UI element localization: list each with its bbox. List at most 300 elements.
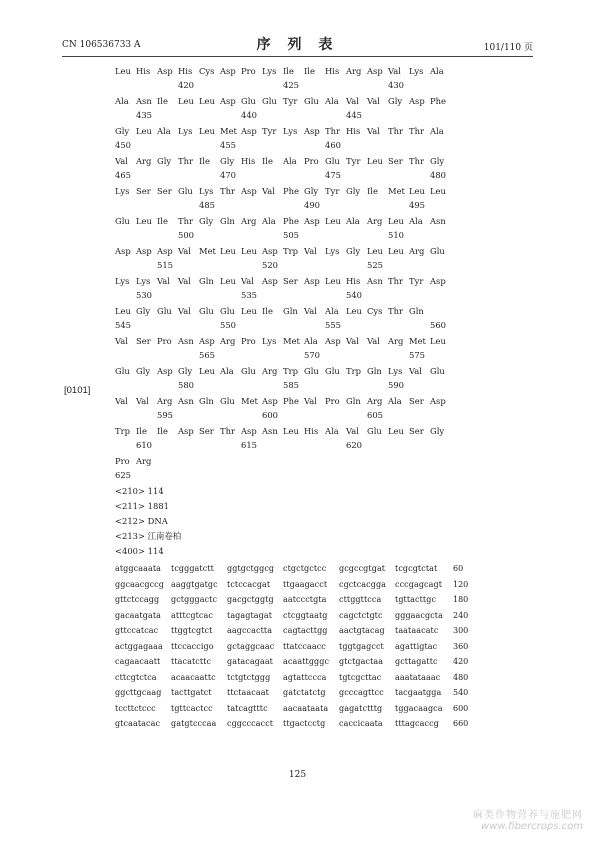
residue-position: [199, 318, 220, 332]
residue: Ile: [304, 66, 315, 76]
residue-position: [283, 348, 304, 362]
residue-position: [157, 438, 178, 452]
dna-chunk: gatgtcccaa: [171, 719, 217, 728]
residue-position: 450: [115, 140, 131, 150]
dna-chunk: aaggtgatgc: [171, 579, 218, 589]
residue-position: [283, 198, 304, 212]
residue-line: [115, 94, 535, 108]
residue-position: [304, 228, 325, 242]
amino-acid-sequence: [115, 64, 535, 484]
dna-line: [115, 577, 535, 593]
residue-position: 485: [199, 200, 215, 210]
dna-chunk: caccicaata: [339, 719, 383, 728]
sequence-row: [115, 154, 535, 184]
position-line: [115, 438, 535, 452]
dna-chunk: tctgtctggg: [227, 672, 271, 682]
residue-position: [262, 468, 283, 482]
residue: Gly: [304, 186, 319, 196]
residue: His: [346, 276, 361, 286]
residue-position: 555: [325, 320, 341, 330]
residue: Val: [388, 66, 401, 76]
residue-position: [346, 318, 367, 332]
residue: Arg: [136, 456, 152, 466]
residue: Arg: [262, 366, 278, 376]
sequence-row: [115, 244, 535, 274]
residue: Trp: [346, 366, 361, 376]
dna-chunk: tccttctccc: [115, 703, 156, 713]
residue: Arg: [220, 336, 236, 346]
residue-position: [367, 168, 388, 182]
sequence-listing: [115, 64, 535, 732]
dna-line: [115, 716, 535, 732]
residue: Leu: [199, 96, 215, 106]
residue-position: [430, 468, 451, 482]
residue-position: [304, 288, 325, 302]
residue-position: 585: [283, 380, 299, 390]
residue: Val: [367, 96, 380, 106]
dna-chunk: gatctatctg: [283, 688, 326, 697]
residue: Lys: [115, 186, 130, 196]
residue: Asp: [262, 396, 278, 406]
residue-position: [346, 138, 367, 152]
residue-position: [262, 288, 283, 302]
residue: Arg: [409, 246, 425, 256]
residue: Tyr: [409, 276, 424, 286]
dna-chunk: gacaatgata: [115, 610, 161, 620]
dna-chunk: gtctgactaa: [339, 657, 384, 666]
dna-chunk: tgttcactcc: [171, 703, 213, 713]
residue-position: [157, 288, 178, 302]
residue-position: [367, 348, 388, 362]
residue: Gln: [367, 366, 382, 376]
residue: Ala: [430, 126, 444, 136]
residue-position: [136, 228, 157, 242]
residue: Lys: [283, 126, 298, 136]
residue: Lys: [136, 276, 151, 286]
residue: Lys: [178, 126, 193, 136]
residue: Pro: [241, 66, 256, 76]
dna-chunk: aacaataata: [283, 703, 329, 713]
residue-position: [367, 78, 388, 92]
residue-position: [157, 468, 178, 482]
residue: Glu: [304, 96, 319, 106]
residue: [241, 454, 262, 468]
residue-position: [304, 438, 325, 452]
residue-position: [178, 198, 199, 212]
residue-position: 435: [136, 110, 152, 120]
residue: Asp: [325, 336, 341, 346]
residue: Thr: [220, 426, 235, 436]
residue: Asp: [304, 126, 320, 136]
residue-position: [220, 258, 241, 272]
residue: Leu: [241, 246, 257, 256]
residue: Asn: [262, 426, 278, 436]
dna-line: [115, 592, 535, 608]
residue-position: [283, 318, 304, 332]
residue-position: [178, 468, 199, 482]
residue: Asn: [430, 216, 446, 226]
residue-position: [178, 108, 199, 122]
residue-position: [325, 348, 346, 362]
residue: Val: [178, 306, 191, 316]
residue-position: [346, 258, 367, 272]
dna-chunk: gggaacgcta: [395, 610, 443, 620]
residue: Ile: [262, 306, 273, 316]
residue-position: 495: [409, 200, 425, 210]
residue: Arg: [346, 66, 362, 76]
residue-position: [241, 318, 262, 332]
residue-position: [262, 198, 283, 212]
residue-position: 505: [283, 230, 299, 240]
residue: Ala: [262, 216, 276, 226]
sequence-info-line: <400> 114: [115, 546, 164, 556]
residue: Gly: [136, 366, 151, 376]
residue-position: [367, 198, 388, 212]
residue-position: [220, 228, 241, 242]
residue-position: [304, 258, 325, 272]
residue-position: 580: [178, 380, 194, 390]
residue-position: [199, 468, 220, 482]
residue: Leu: [409, 186, 425, 196]
residue-position: [157, 138, 178, 152]
residue-position: 535: [241, 290, 257, 300]
dna-chunk: ctcggtaatg: [283, 610, 328, 620]
residue-position: [115, 288, 136, 302]
dna-position: 120: [453, 579, 469, 589]
residue-position: [262, 108, 283, 122]
residue: Thr: [388, 276, 403, 286]
residue-position: [409, 78, 430, 92]
residue: Gly: [136, 306, 151, 316]
residue-position: [325, 438, 346, 452]
residue-position: [157, 318, 178, 332]
residue: Asp: [157, 66, 173, 76]
residue-position: 565: [199, 350, 215, 360]
residue-position: [178, 138, 199, 152]
residue: Pro: [325, 396, 340, 406]
residue-position: [199, 438, 220, 452]
residue: Gly: [388, 96, 403, 106]
residue: Phe: [283, 216, 299, 226]
residue-position: [346, 198, 367, 212]
residue: Arg: [136, 156, 152, 166]
residue-position: [199, 408, 220, 422]
residue-position: 625: [115, 470, 131, 480]
residue-position: [367, 318, 388, 332]
residue: Arg: [367, 396, 383, 406]
dna-chunk: cttggttcca: [339, 595, 382, 604]
residue: Leu: [136, 126, 152, 136]
residue: Gly: [178, 366, 193, 376]
residue: Val: [262, 186, 275, 196]
dna-chunk: gctaggcaac: [227, 641, 275, 651]
residue-position: [388, 468, 409, 482]
residue: Ile: [367, 186, 378, 196]
residue-position: [304, 468, 325, 482]
residue-position: [325, 228, 346, 242]
residue: Arg: [367, 216, 383, 226]
residue: [325, 454, 346, 468]
residue: Pro: [157, 336, 172, 346]
residue: [346, 454, 367, 468]
page-reference: 101/110 页: [483, 43, 533, 53]
position-line: [115, 138, 535, 152]
dna-chunk: tggtgagcct: [339, 641, 384, 651]
residue-position: [199, 78, 220, 92]
residue-position: [367, 228, 388, 242]
residue: Gly: [220, 156, 235, 166]
residue: Val: [136, 396, 149, 406]
residue-position: [409, 288, 430, 302]
sequence-row: [115, 124, 535, 154]
sequence-row: [115, 394, 535, 424]
residue: Glu: [241, 96, 256, 106]
dna-chunk: cgctcacgga: [339, 579, 387, 589]
residue-position: [367, 108, 388, 122]
residue: Leu: [430, 186, 446, 196]
dna-chunk: ggtgctggcg: [227, 564, 275, 573]
position-line: [115, 258, 535, 272]
dna-chunk: cttcgtctca: [115, 672, 157, 682]
dna-position: 300: [453, 626, 469, 635]
residue-position: 600: [262, 410, 278, 420]
residue-position: [283, 258, 304, 272]
residue: Ile: [283, 66, 294, 76]
residue-position: [262, 378, 283, 392]
residue: Ser: [136, 336, 151, 346]
residue-position: [283, 168, 304, 182]
residue: Lys: [409, 66, 424, 76]
residue-position: [367, 468, 388, 482]
residue: Tyr: [325, 186, 340, 196]
dna-position: 660: [453, 719, 469, 728]
residue-position: 430: [388, 80, 404, 90]
residue: Pro: [241, 336, 256, 346]
residue: Leu: [199, 126, 215, 136]
residue-position: [157, 168, 178, 182]
residue-line: [115, 154, 535, 168]
dna-chunk: tacgaatgga: [395, 688, 442, 697]
residue: Ala: [346, 216, 360, 226]
residue: Leu: [367, 246, 383, 256]
residue: His: [346, 126, 361, 136]
position-line: [115, 198, 535, 212]
residue: Arg: [157, 396, 173, 406]
residue-position: [262, 78, 283, 92]
dna-chunk: cagaacaatt: [115, 657, 161, 666]
residue-position: [346, 408, 367, 422]
residue-position: 605: [367, 410, 383, 420]
dna-line: [115, 561, 535, 577]
residue-position: [430, 288, 451, 302]
residue: Glu: [430, 366, 445, 376]
position-line: [115, 168, 535, 182]
residue-position: [409, 138, 430, 152]
residue: Phe: [430, 96, 446, 106]
residue: Gly: [430, 156, 445, 166]
residue: Lys: [388, 366, 403, 376]
sequence-info-line: <211> 1881: [115, 501, 169, 511]
residue-position: [367, 438, 388, 452]
residue: Asp: [430, 276, 446, 286]
residue: Asn: [367, 276, 383, 286]
residue-position: [430, 198, 451, 212]
dna-chunk: tgtcgcttac: [339, 672, 382, 682]
residue: Leu: [325, 276, 341, 286]
residue: [430, 454, 451, 468]
residue: Ser: [157, 186, 172, 196]
residue: His: [178, 66, 193, 76]
sequence-row: [115, 274, 535, 304]
residue-position: 470: [220, 170, 236, 180]
dna-line: [115, 608, 535, 624]
page-number: 125: [288, 770, 307, 780]
residue: Asn: [178, 396, 194, 406]
residue: Gln: [199, 276, 214, 286]
residue: Ser: [409, 396, 424, 406]
residue: Val: [241, 276, 254, 286]
residue: Cys: [367, 306, 383, 316]
residue-position: 620: [346, 440, 362, 450]
residue-position: [325, 288, 346, 302]
residue: Asp: [367, 66, 383, 76]
residue: [430, 304, 451, 318]
residue: Thr: [178, 216, 193, 226]
header-rule: [62, 56, 533, 57]
residue: Glu: [199, 306, 214, 316]
residue: Glu: [325, 156, 340, 166]
residue-position: 455: [220, 140, 236, 150]
dna-chunk: tcgggatctt: [171, 564, 214, 573]
residue-position: [325, 258, 346, 272]
residue-position: [304, 168, 325, 182]
dna-position: 420: [453, 657, 469, 666]
residue-position: [220, 408, 241, 422]
residue: Asp: [409, 96, 425, 106]
residue: Leu: [136, 216, 152, 226]
residue: Arg: [388, 336, 404, 346]
residue: Asp: [304, 276, 320, 286]
residue-position: [262, 168, 283, 182]
dna-chunk: acaacaattc: [171, 672, 216, 682]
residue: Val: [304, 306, 317, 316]
residue: Asp: [241, 126, 257, 136]
residue-position: [325, 198, 346, 212]
residue-line: [115, 244, 535, 258]
residue: Ser: [136, 186, 151, 196]
residue: Val: [346, 336, 359, 346]
residue-position: [409, 468, 430, 482]
residue-position: [283, 438, 304, 452]
dna-chunk: ttgactcctg: [283, 719, 326, 728]
residue: Ala: [388, 396, 402, 406]
residue: Ala: [220, 366, 234, 376]
residue-position: [283, 408, 304, 422]
residue: Val: [178, 246, 191, 256]
residue-position: [136, 138, 157, 152]
residue-position: 590: [388, 380, 404, 390]
residue-position: 425: [283, 80, 299, 90]
residue: Glu: [241, 366, 256, 376]
residue: Glu: [367, 426, 382, 436]
dna-chunk: agattigtac: [395, 641, 438, 651]
residue-position: [136, 168, 157, 182]
residue: Leu: [199, 366, 215, 376]
residue: Ser: [199, 426, 214, 436]
residue: Val: [346, 96, 359, 106]
residue-position: [136, 318, 157, 332]
dna-chunk: tagagtagat: [227, 610, 273, 620]
residue: Thr: [388, 306, 403, 316]
residue-position: [199, 288, 220, 302]
dna-chunk: agtattccca: [283, 672, 327, 682]
residue-position: [346, 168, 367, 182]
residue-line: [115, 364, 535, 378]
residue: Ala: [325, 306, 339, 316]
residue-position: [430, 108, 451, 122]
dna-position: 600: [453, 703, 469, 713]
residue: Thr: [388, 126, 403, 136]
residue-position: [367, 378, 388, 392]
residue: His: [325, 66, 340, 76]
residue-position: 490: [304, 200, 320, 210]
sequence-row: [115, 304, 535, 334]
residue: Val: [367, 126, 380, 136]
residue: Glu: [178, 186, 193, 196]
residue-position: [157, 108, 178, 122]
residue-position: [157, 78, 178, 92]
residue: [283, 454, 304, 468]
residue: Glu: [430, 246, 445, 256]
residue-position: [136, 348, 157, 362]
residue: Lys: [325, 246, 340, 256]
residue: Ile: [136, 426, 147, 436]
dna-position: 60: [453, 564, 464, 573]
dna-chunk: cagctctgtc: [339, 610, 383, 620]
sequence-row: [115, 364, 535, 394]
dna-chunk: atttcgtcac: [171, 610, 213, 620]
residue-position: [346, 468, 367, 482]
residue: Val: [115, 336, 128, 346]
residue: Ala: [409, 216, 423, 226]
residue-position: [115, 348, 136, 362]
residue-position: [304, 408, 325, 422]
dna-chunk: taataacatc: [395, 626, 439, 635]
position-line: [115, 288, 535, 302]
residue: Asp: [199, 336, 215, 346]
sequence-info-block: [115, 484, 535, 559]
residue-position: 550: [220, 320, 236, 330]
residue: Ala: [304, 336, 318, 346]
dna-chunk: aatccctgta: [283, 595, 327, 604]
residue-position: [430, 378, 451, 392]
residue: Ile: [262, 156, 273, 166]
residue: Ile: [199, 156, 210, 166]
dna-chunk: ttacatcttc: [171, 657, 212, 666]
residue: [262, 454, 283, 468]
residue-position: 525: [367, 260, 383, 270]
dna-position: 180: [453, 595, 469, 604]
residue-position: [136, 468, 157, 482]
dna-chunk: tttagcaccg: [395, 719, 439, 728]
residue: Leu: [115, 306, 131, 316]
residue-position: [178, 438, 199, 452]
residue: [199, 454, 220, 468]
residue-position: [430, 348, 451, 362]
residue-position: [346, 378, 367, 392]
residue: Gly: [115, 126, 130, 136]
residue: Leu: [430, 336, 446, 346]
